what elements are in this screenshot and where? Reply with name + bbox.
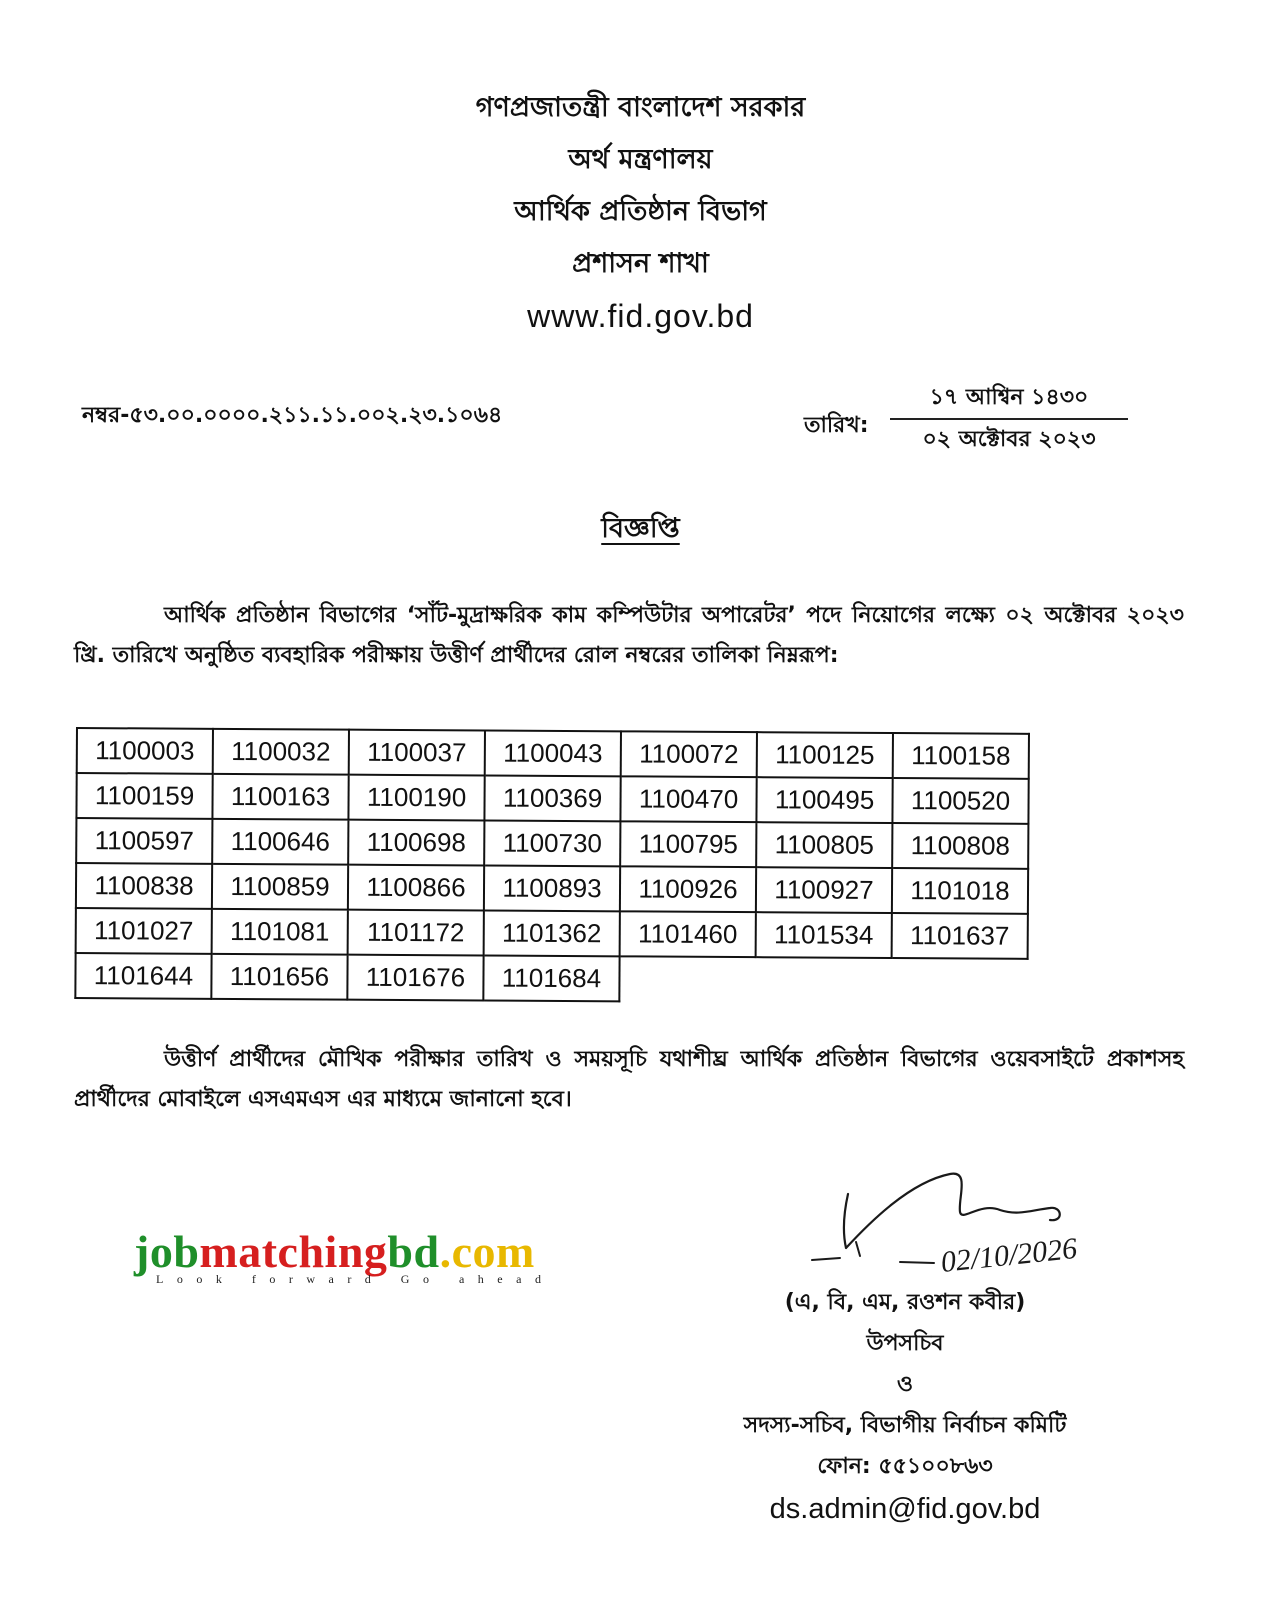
roll-number-cell: 1100037 [349,730,485,776]
roll-number-cell: 1100125 [757,732,893,778]
roll-number-cell: 1101018 [892,868,1028,914]
roll-number-cell: 1101172 [348,910,484,956]
empty-cell [891,958,1027,1004]
roll-number-table [74,727,1030,1005]
date-label: তারিখ: [804,413,869,438]
roll-number-cell: 1100927 [756,867,892,913]
roll-number-cell: 1100698 [348,820,484,866]
roll-number-cell: 1101534 [756,912,892,958]
roll-number-cell: 1101081 [212,909,348,955]
brand-part-job: job [134,1226,200,1277]
signatory-name: (এ, বি, এম, রওশন কবীর) [784,1290,1026,1315]
signatory-block [690,1282,1120,1531]
roll-number-cell: 1101684 [483,955,619,1001]
signatory-role: সদস্য-সচিব, বিভাগীয় নির্বাচন কমিটি [743,1413,1067,1438]
roll-number-cell: 1101362 [484,910,620,956]
roll-number-cell: 1101027 [76,908,212,954]
roll-number-cell: 1100043 [485,730,621,776]
roll-number-cell: 1100470 [620,776,756,822]
signatory-email[interactable]: ds.admin@fid.gov.bd [769,1493,1041,1525]
empty-cell [619,956,755,1002]
watermark-brand [134,1228,654,1276]
roll-number-cell: 1101460 [620,911,756,957]
roll-number-cell: 1100158 [893,733,1029,779]
roll-number-cell: 1100495 [756,777,892,823]
table-row [75,953,1027,1004]
date-english: ০২ অক্টোবর ২০২৩ [922,427,1096,452]
date-bangla: ১৭ আশ্বিন ১৪৩০ [890,378,1128,420]
roll-number-cell: 1100926 [620,866,756,912]
roll-number-cell: 1100893 [484,865,620,911]
roll-number-cell: 1100795 [620,821,756,867]
roll-number-cell: 1100859 [212,864,348,910]
roll-number-cell: 1100646 [212,819,348,865]
table-row [76,818,1028,869]
signatory-conjunction: ও [896,1372,914,1397]
roll-number-cell: 1100032 [213,729,349,775]
roll-number-cell: 1100838 [76,863,212,909]
empty-cell [755,957,891,1003]
signatory-designation: উপসচিব [866,1331,944,1356]
ministry-name: অর্থ মন্ত্রণালয় [568,144,713,175]
roll-number-cell: 1100072 [621,731,757,777]
roll-number-cell: 1100190 [348,775,484,821]
notice-closing-paragraph: উত্তীর্ণ প্রার্থীদের মৌখিক পরীক্ষার তারিখ ও সময়সূচি যথাশীঘ্র আর্থিক প্রতিষ্ঠান বিভাগের ওয়েবসাইটে প্রকাশসহ প্রার্থীদের মোবাইলে এসএমএস এর মাধ্যমে জানানো হবে। [74,1047,1184,1112]
table-row [76,863,1028,914]
roll-number-cell: 1101676 [347,955,483,1001]
table-row [76,773,1028,824]
branch-name: প্রশাসন শাখা [572,248,709,279]
watermark-tagline: Look forward Go ahead [156,1272,555,1286]
roll-number-cell: 1100808 [892,823,1028,869]
roll-number-cell: 1100597 [76,818,212,864]
letterhead [0,82,1281,342]
roll-number-cell: 1101644 [75,953,211,999]
table-row [76,908,1028,959]
watermark-logo [134,1228,654,1287]
notice-intro-paragraph: আর্থিক প্রতিষ্ঠান বিভাগের ‘সাঁট-মুদ্রাক্ষরিক কাম কম্পিউটার অপারেটর’ পদে নিয়োগের লক্ষ্যে ০২ অক্টোবর ২০২৩ খ্রি. তারিখে অনুষ্ঠিত ব্যবহারিক পরীক্ষায় উত্তীর্ণ প্রার্থীদের রোল নম্বরের তালিকা নিম্নরূপ: [74,603,1184,668]
handwritten-signature [810,1152,1150,1292]
table-row [77,728,1029,779]
roll-number-cell: 1100730 [484,820,620,866]
brand-part-com: .com [439,1226,535,1277]
signatory-phone: ফোন: ৫৫১০০৮৬৩ [817,1454,993,1479]
roll-number-cell: 1101637 [892,913,1028,959]
roll-number-cell: 1100003 [77,728,213,774]
roll-number-cell: 1100520 [892,778,1028,824]
brand-part-bd: bd [387,1226,440,1277]
roll-number-cell: 1100159 [76,773,212,819]
brand-part-matching: matching [199,1226,388,1277]
date-block [890,378,1128,460]
signature-date: 02/10/2026 [939,1231,1079,1279]
government-name: গণপ্রজাতন্ত্রী বাংলাদেশ সরকার [475,92,806,123]
roll-number-cell: 1100163 [212,774,348,820]
division-name: আর্থিক প্রতিষ্ঠান বিভাগ [514,196,767,227]
roll-number-cell: 1101656 [211,954,347,1000]
roll-number-cell: 1100369 [484,775,620,821]
notice-title: বিজ্ঞপ্তি [601,513,680,544]
memo-number: নম্বর-৫৩.০০.০০০০.২১১.১১.০০২.২৩.১০৬৪ [82,403,503,428]
roll-number-cell: 1100866 [348,865,484,911]
roll-number-cell: 1100805 [756,822,892,868]
website-link[interactable]: www.fid.gov.bd [527,298,754,334]
